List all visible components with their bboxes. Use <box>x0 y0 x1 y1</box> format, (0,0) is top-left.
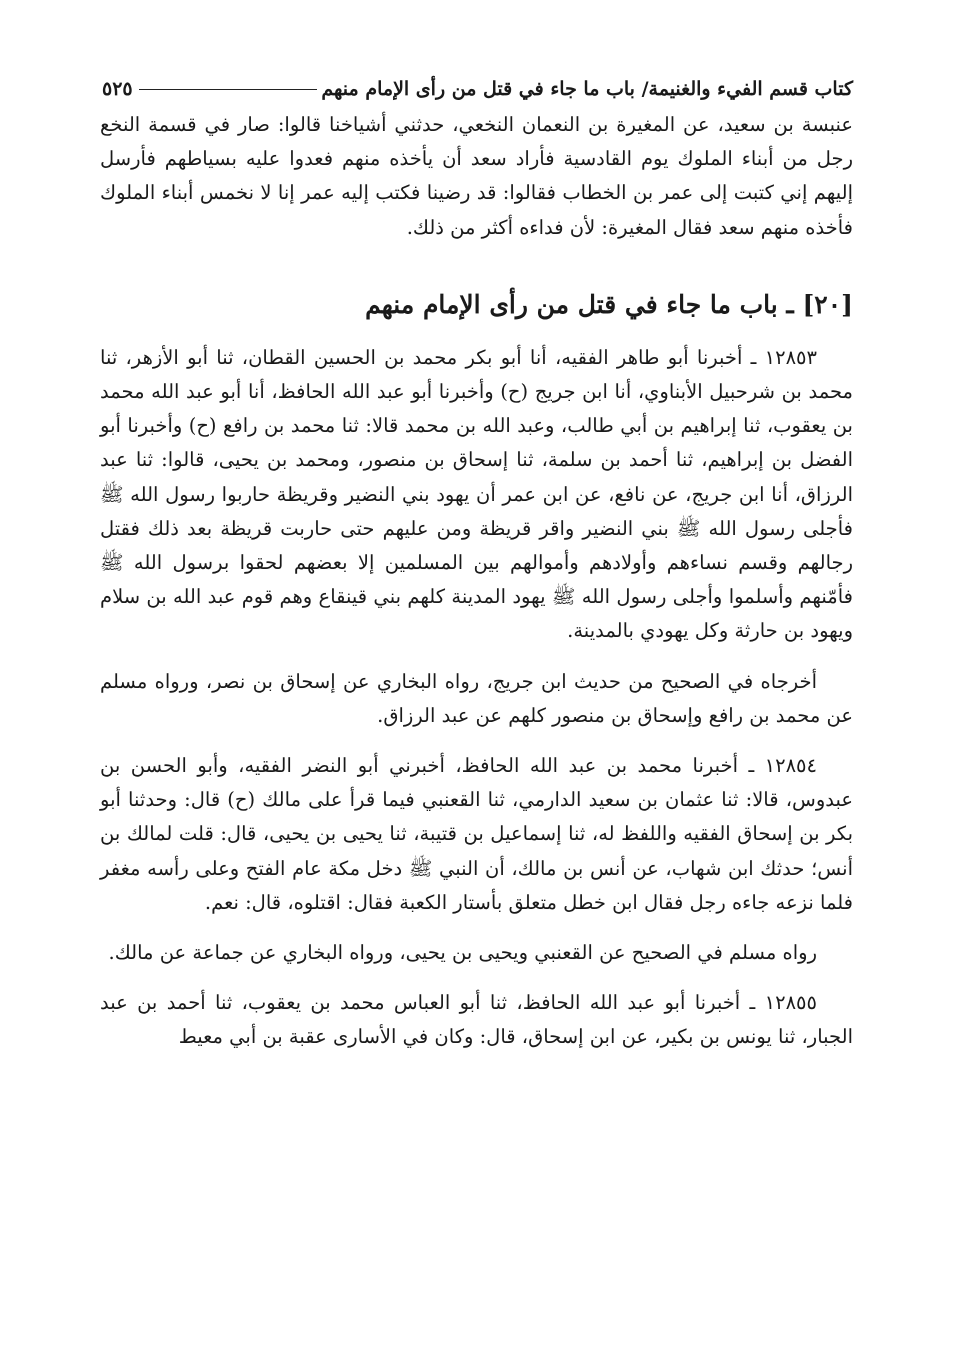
header-rule <box>139 89 318 90</box>
page-number: ٥٢٥ <box>102 78 133 100</box>
spacer <box>100 920 853 936</box>
hadith-12854: ١٢٨٥٤ ـ أخبرنا محمد بن عبد الله الحافظ، أخبرني أبو النضر الفقيه، وأبو الحسن بن عبدوس، قالا: ثنا عثمان بن سعيد الدارمي، ثنا القعنبي فيما قرأ على مالك (ح) قال: وحدثنا أبو بكر بن إسحاق الفقيه واللفظ له، ثنا إسماعيل بن قتيبة، ثنا يحيى بن يحيى، قال: قلت لمالك بن أنس؛ حدثك ابن شهاب، عن أنس بن مالك، أن النبي ﷺ دخل مكة عام الفتح وعلى رأسه مغفر فلما نزعه جاءه رجل فقال ابن خطل متعلق بأستار الكعبة فقال: اقتلوه، قال: نعم. <box>100 754 853 914</box>
hadith-12855: ١٢٨٥٥ ـ أخبرنا أبو عبد الله الحافظ، ثنا أبو العباس محمد بن يعقوب، ثنا أحمد بن عبد الجبار، ثنا يونس بن بكير، عن ابن إسحاق، قال: وكان في الأسارى عقبة بن أبي معيط <box>100 991 853 1049</box>
paragraph-continuation: عنبسة بن سعيد، عن المغيرة بن النعمان النخعي، حدثني أشياخنا قالوا: صار في قسمة النخع رجل من أبناء الملوك يوم القادسية فأراد سعد أن يأخذه منهم فعدوا عليه بسياطهم فأرسل إليهم إني كتبت إلى عمر بن الخطاب فقالوا: قد رضينا فكتب إليه عمر إنا لا نخمس أبناء الملوك فأخذه منهم سعد فقال المغيرة: لأن فداءه أكثر من ذلك. <box>100 113 853 239</box>
book-page <box>100 70 853 1332</box>
body-text <box>100 108 853 1055</box>
hadith-12853: ١٢٨٥٣ ـ أخبرنا أبو طاهر الفقيه، أنا أبو بكر محمد بن الحسين القطان، ثنا أبو الأزهر، ثنا محمد بن شرحبيل الأبناوي، أنا ابن جريج (ح) وأخبرنا أبو عبد الله الحافظ، أنا أبو عبد الله محمد بن يعقوب، ثنا إبراهيم بن أبي طالب، وعبد الله بن محمد قالا: ثنا محمد بن رافع (ح) وأخبرنا أبو الفضل بن إبراهيم، ثنا أحمد بن سلمة، ثنا إسحاق بن منصور، ومحمد بن يحيى، قالوا: ثنا عبد الرزاق، أنا ابن جريج، عن نافع، عن ابن عمر أن يهود بني النضير وقريظة حاربوا رسول الله ﷺ فأجلى رسول الله ﷺ بني النضير واقر قريظة ومن عليهم حتى حاربت قريظة بعد ذلك فقتل رجالهم وقسم نساءهم وأولادهم وأموالهم بين المسلمين إلا بعضهم لحقوا برسول الله ﷺ فأمّنهم وأسلموا وأجلى رسول الله ﷺ يهود المدينة كلهم بني قينقاع وهم قوم عبد الله بن سلام ويهود بن حارثة وكل يهودي بالمدينة. <box>100 345 854 643</box>
header-title: كتاب قسم الفيء والغنيمة/ باب ما جاء في قتل من رأى الإمام منهم <box>321 78 853 100</box>
spacer <box>100 970 853 986</box>
spacer <box>100 733 853 749</box>
running-header <box>100 70 853 108</box>
spacer <box>100 649 853 665</box>
takhrij-12854: رواه مسلم في الصحيح عن القعنبي ويحيى بن يحيى، ورواه البخاري عن جماعة عن مالك. <box>108 941 817 965</box>
takhrij-12853: أخرجاه في الصحيح من حديث ابن جريج، رواه البخاري عن إسحاق بن نصر، ورواه مسلم عن محمد بن رافع وإسحاق بن منصور كلهم عن عبد الرزاق. <box>100 669 853 727</box>
chapter-heading: [٢٠] ـ باب ما جاء في قتل من رأى الإمام منهم <box>365 289 853 319</box>
